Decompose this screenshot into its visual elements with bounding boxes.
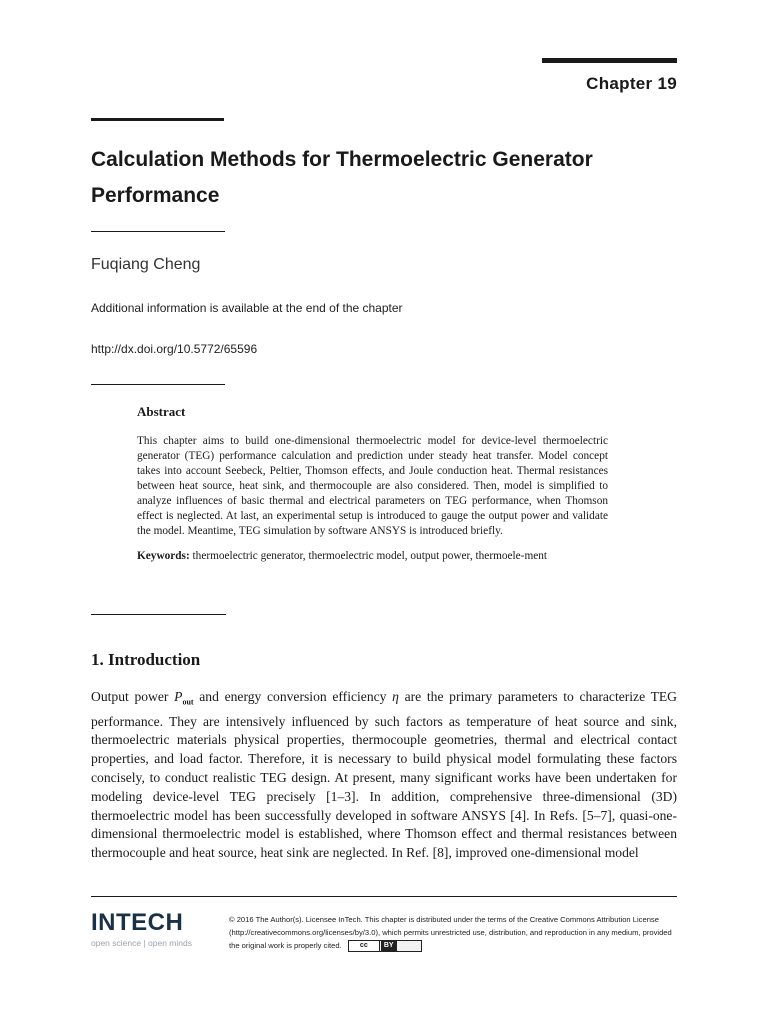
author-name: Fuqiang Cheng	[91, 256, 201, 273]
abstract-text: This chapter aims to build one-dimensional thermoelectric model for device-level thermoelectric generator (TEG) performance calculation and prediction under steady heat transfer. Model concept takes into account Seebeck, Peltier, Thomson effects, and Joule conduction heat. Thermal resistances between heat source, heat sink, and thermocouple are also considered. Then, model is simplified to analyze influences of basic thermal and electrical parameters on TEG performance, when Thomson effect is neglected. At last, an experimental setup is introduced to gauge the output power and validate the model. Meantime, TEG simulation by software ANSYS is introduced briefly.	[137, 435, 608, 537]
divider-rule	[91, 384, 225, 385]
intro-paragraph	[91, 688, 677, 863]
logo-wordmark: INTECH	[91, 909, 184, 936]
var-p: P	[174, 689, 183, 704]
logo-tagline: open science | open minds	[91, 938, 192, 948]
cc-badge-by: BY	[381, 941, 397, 951]
intech-logo	[91, 910, 192, 948]
keywords-label: Keywords:	[137, 550, 190, 562]
license-notice	[229, 913, 679, 952]
divider-rule	[91, 231, 225, 232]
chapter-title: Calculation Methods for Thermoelectric Generator Performance	[91, 148, 593, 207]
additional-info: Additional information is available at the end of the chapter	[91, 301, 403, 315]
intro-text-start: Output power	[91, 689, 175, 704]
title-rule	[91, 118, 224, 121]
chapter-label: Chapter 19	[586, 74, 677, 93]
keywords	[137, 549, 608, 564]
divider-rule	[91, 614, 226, 615]
var-p-subscript: out	[182, 697, 194, 707]
abstract-section	[137, 404, 608, 564]
intro-text-rest: are the primary parameters to characterize TEG performance. They are intensively influenced by such factors as temperature of heat source and sink, thermoelectric materials physical properties, thermocouple geometries, thermal and electrical contact properties, and load factor. Therefore, it is necessary to build physical model formulating these factors concisely, to conduct realistic TEG design. At present, many significant works have been undertaken for modeling device-level TEG precisely [1–3]. In addition, comprehensive three-dimensional (3D) thermoelectric model has been successfully developed in software ANSYS [4]. In Refs. [5–7], quasi-one-dimensional thermoelectric model is established, where Thomson effect and thermal resistances between thermocouple and heat source, heat sink are neglected. In Ref. [8], improved one-dimensional model	[91, 689, 677, 861]
footer-rule	[91, 896, 677, 897]
chapter-rule	[542, 58, 677, 63]
doi-link[interactable]: http://dx.doi.org/10.5772/65596	[91, 342, 258, 356]
section-heading: 1. Introduction	[91, 650, 201, 669]
cc-badge-cc: cc	[349, 941, 380, 951]
keywords-text: thermoelectric generator, thermoelectric model, output power, thermoele-ment	[192, 550, 548, 562]
abstract-heading: Abstract	[137, 404, 186, 419]
intro-text-mid: and energy conversion efficiency	[193, 689, 393, 704]
cc-by-badge-icon[interactable]	[348, 940, 422, 952]
var-eta: η	[392, 689, 399, 704]
license-text: © 2016 The Author(s). Licensee InTech. This chapter is distributed under the terms of the Creative Commons Attribution License (http://creativecommons.org/licenses/by/3.0), which permits unrestricted use, distribution, and reproduction in any medium, provided the original work is properly cited.	[229, 915, 672, 950]
